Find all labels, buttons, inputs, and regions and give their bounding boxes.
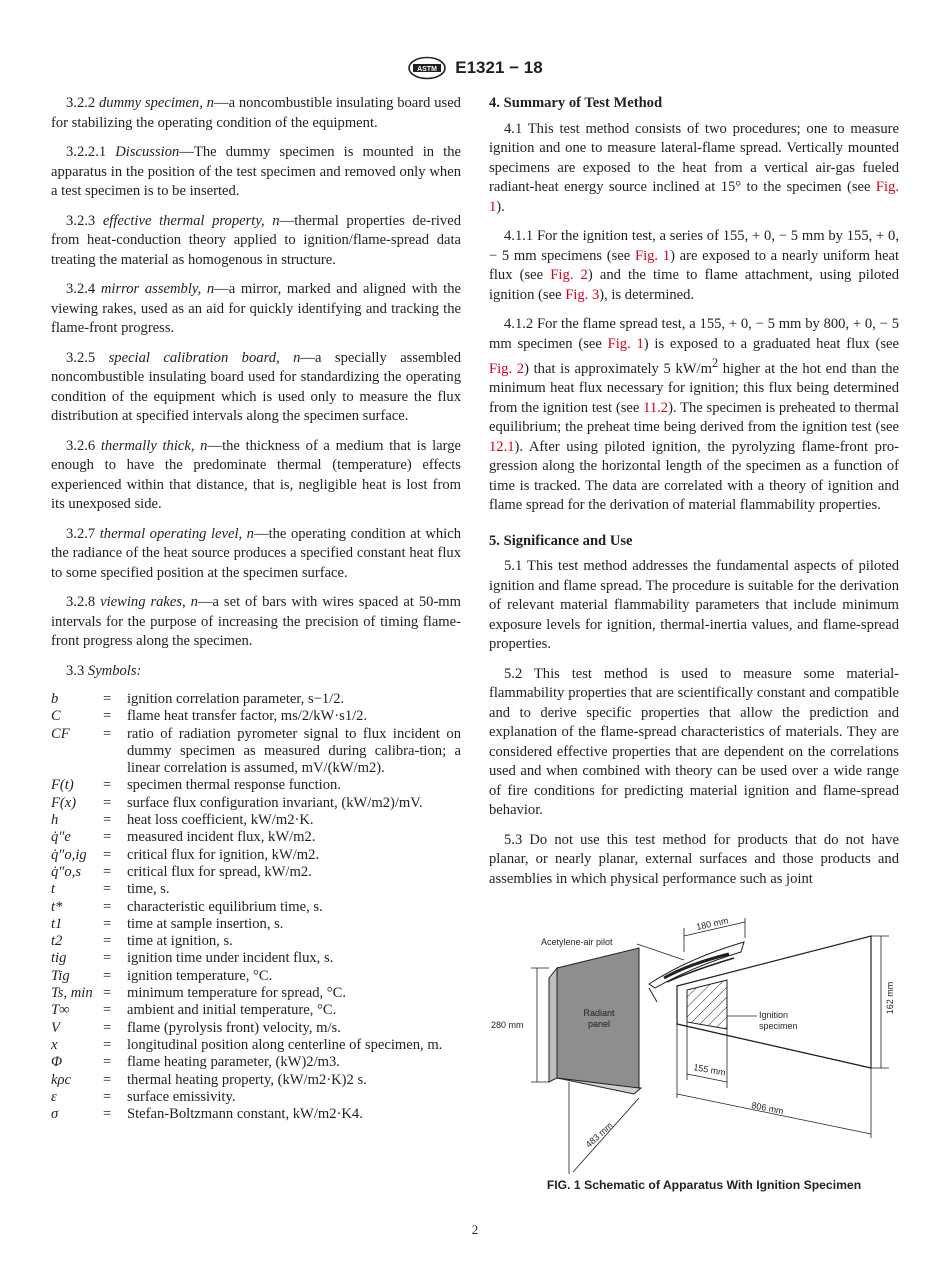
label-483mm: 483 mm <box>583 1120 615 1150</box>
symbol-row: t* = characteristic equilibrium time, s. <box>51 898 323 915</box>
def-dummy-specimen: 3.2.2 dummy specimen, n—a noncombustible insulating board used for stabilizing the operating condition of the equipment. <box>51 95 461 131</box>
symbols-heading: 3.3 Symbols: <box>66 662 142 679</box>
symbol-row: kρc = thermal heating property, (kW/m2·K)2 s. <box>51 1071 367 1088</box>
radiant-panel <box>557 948 639 1088</box>
section-12-1-link[interactable]: 12.1 <box>489 438 515 455</box>
symbol-row: CF = ratio of radiation pyrometer signal to flux incident on dummy specimen as measured during calibra-tion; a linear correlation is assumed, mV/(kW/m2). <box>51 725 461 777</box>
para-5-1: 5.1 This test method addresses the fundamental aspects of piloted ignition and flame spread. The procedure is suitable for the derivation of relevant material flammability parameters that include minimum exposure levels for ignition, thermal-inertia values, and flame-spread properties. <box>489 558 899 653</box>
label-specimen: specimen <box>759 1021 798 1031</box>
label-panel: panel <box>587 1019 611 1029</box>
def-thermally-thick: 3.2.6 thermally thick, n—the thickness of a medium that is large enough to have the predominate thermal (temperature) effects experienced within that distance, that is, negligible heat is lost from its unexposed side. <box>51 437 461 512</box>
symbol-row: F(x) = surface flux configuration invariant, (kW/m2)/mV. <box>51 794 423 811</box>
fig-1-link[interactable]: Fig. 1 <box>634 247 671 264</box>
fig-1-link[interactable]: Fig. 1 <box>489 179 899 215</box>
symbol-row: Φ = flame heating parameter, (kW)2/m3. <box>51 1054 340 1071</box>
discussion-dummy-specimen: 3.2.2.1 Discussion—The dummy specimen is mounted in the apparatus in the position of the test specimen and removed only when a test specimen is to be inserted. <box>51 144 461 199</box>
para-4-1: 4.1 This test method consists of two procedures; one to measure ignition and one to measure lateral-flame spread. Vertically mounted specimens are exposed to the heat from a vertical air-gas fueled radiant-heat energy source inclined at 15° to the specimen (see Fig. 1). <box>489 120 899 215</box>
label-806mm: 806 mm <box>750 1100 785 1117</box>
designation: E1321 − 18 <box>455 58 543 77</box>
symbol-row: tig = ignition time under incident flux, s. <box>51 950 334 967</box>
symbol-row: h = heat loss coefficient, kW/m2·K. <box>51 812 314 829</box>
label-ignition: Ignition <box>759 1010 789 1020</box>
section-11-2-link[interactable]: 11.2 <box>643 399 669 416</box>
symbol-row: b = ignition correlation parameter, s−1/2. <box>51 691 345 707</box>
astm-logo-icon <box>407 56 447 80</box>
symbol-row: t1 = time at sample insertion, s. <box>51 915 284 932</box>
symbol-row: ε = surface emissivity. <box>51 1088 236 1105</box>
fig-1-link[interactable]: Fig. 1 <box>607 335 644 352</box>
fig-3-link[interactable]: Fig. 3 <box>565 286 600 303</box>
def-thermal-operating-level: 3.2.7 thermal operating level, n—the operating condition at which the radiance of the heat source produces a specified constant heat flux to some specified position at the specimen surface. <box>51 525 461 581</box>
section-5-heading: 5. Significance and Use <box>489 532 633 549</box>
section-4-heading: 4. Summary of Test Method <box>489 95 663 111</box>
svg-text:ASTM: ASTM <box>417 66 438 73</box>
label-155mm: 155 mm <box>692 1062 727 1078</box>
symbol-row: q̇″e = measured incident flux, kW/m2. <box>51 829 316 846</box>
label-280mm: 280 mm <box>491 1020 524 1030</box>
symbol-row: Tig = ignition temperature, °C. <box>51 967 273 984</box>
panel-side-face <box>549 968 557 1082</box>
page-number: 2 <box>471 1222 479 1237</box>
label-180mm: 180 mm <box>695 915 730 932</box>
left-column <box>51 94 461 1123</box>
symbol-row: t2 = time at ignition, s. <box>51 933 233 950</box>
def-effective-thermal-property: 3.2.3 effective thermal property, n—thermal properties de-rived from heat-conduction theory applied to ignition/flame-spread data treating the material as homogenous in structure. <box>51 212 461 268</box>
symbol-row: t = time, s. <box>51 881 170 898</box>
fig-2-link[interactable]: Fig. 2 <box>489 360 525 377</box>
apparatus-schematic <box>489 898 909 1198</box>
para-5-3: 5.3 Do not use this test method for products that do not have planar, or nearly planar, external surfaces and those products and assemblies in which physical performance such as joint <box>489 831 899 887</box>
def-viewing-rakes: 3.2.8 viewing rakes, n—a set of bars with wires spaced at 50-mm intervals for the purpose of increasing the precision of timing flame-front progress along the specimen. <box>51 594 462 649</box>
symbol-row: T∞ = ambient and initial temperature, °C. <box>51 1002 337 1019</box>
symbol-row: Ts, min = minimum temperature for spread, °C. <box>51 985 347 1002</box>
para-5-2: 5.2 This test method is used to measure some material-flammability properties that are scientifically constant and compatible and to derive specific properties that allow the prediction and explanation of the flame-spread characteristics of materials. They are considered effective properties that are dependent on the correlations used and when combined with theory can be used over a wide range of fire conditions for predicting material ignition and flame-spread behavior. <box>489 665 899 819</box>
symbol-row: q̇″o,s = critical flux for spread, kW/m2. <box>51 863 312 880</box>
label-pilot: Acetylene-air pilot <box>541 937 613 947</box>
figure-caption: FIG. 1 Schematic of Apparatus With Ignition Specimen <box>546 1178 862 1192</box>
symbol-row: σ = Stefan-Boltzmann constant, kW/m2·K4. <box>51 1106 363 1123</box>
def-mirror-assembly: 3.2.4 mirror assembly, n—a mirror, marked and aligned with the viewing rakes, used as an aid for quickly identifying and tracking the flame-front progress. <box>51 281 462 336</box>
def-special-calibration-board: 3.2.5 special calibration board, n—a specially assembled noncombustible insulating board used for standardizing the operating condition of the equipment which is used only to measure the flux distribution at specified intervals along the specimen surface. <box>51 349 461 424</box>
label-162mm: 162 mm <box>885 981 895 1015</box>
symbol-row: x = longitudinal position along centerline of specimen, m. <box>51 1036 443 1053</box>
para-4-1-2: 4.1.2 For the flame spread test, a 155, + 0, − 5 mm by 800, + 0, − 5 mm specimen (see Fig. 1) is exposed to a graduated heat flux (see Fig. 2) that is approximately 5 $kW/m^2$ higher at the hot end than the minimum heat flux necessary for ignition; this flux being determined from the ignition test (see 11.2). The specimen is preheated to thermal equilibrium; the preheat time being derived from the ignition test (see 12.1). After using piloted ignition, the pyrolyzing flame-front pro-gression along the horizontal length of the specimen as a function of time is tracked. The data are correlated with a theory of ignition and flame spread for the derivation of material flammability properties. <box>489 316 900 514</box>
para-4-1-1: 4.1.1 For the ignition test, a series of 155, + 0, − 5 mm by 155, + 0, − 5 mm specimens (see Fig. 1) are exposed to a nearly uniform heat flux (see Fig. 2) and the time to flame attachment, using piloted ignition (see Fig. 3), is determined. <box>489 228 900 303</box>
right-column <box>489 94 899 899</box>
symbol-row: V = flame (pyrolysis front) velocity, m/s. <box>51 1019 341 1036</box>
page-header <box>0 56 950 80</box>
symbol-row: C = flame heat transfer factor, ms/2/kW·s1/2. <box>51 708 368 725</box>
symbols-list <box>51 691 461 1123</box>
symbol-row: F(t) = specimen thermal response function. <box>51 777 341 794</box>
symbol-row: q̇″o,ig = critical flux for ignition, kW/m2. <box>51 846 320 863</box>
label-radiant: Radiant <box>583 1008 615 1018</box>
fig-2-link[interactable]: Fig. 2 <box>550 267 588 283</box>
